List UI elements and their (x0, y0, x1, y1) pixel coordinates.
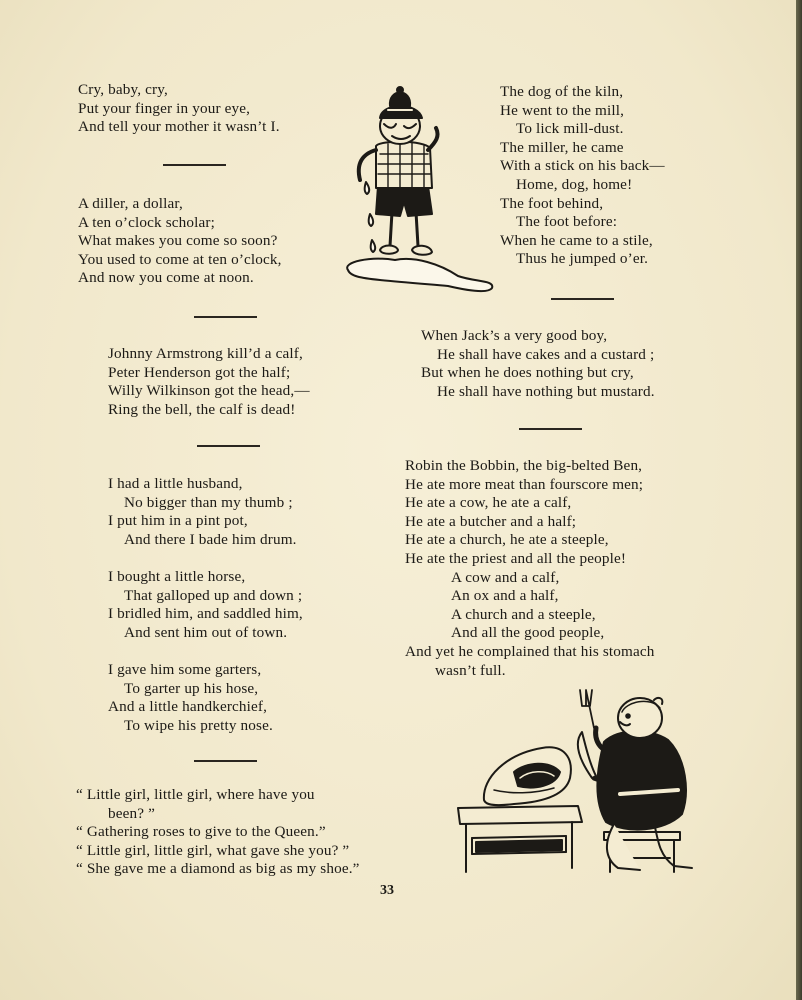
poem-line: Willy Wilkinson got the head,— (108, 382, 310, 400)
poem-line: A diller, a dollar, (78, 195, 183, 212)
page-number: 33 (380, 883, 394, 898)
poem-line: Cry, baby, cry, (78, 81, 168, 98)
poem-line: He ate more meat than fourscore men; (405, 475, 644, 493)
poem-line: He shall have nothing but mustard. (437, 382, 655, 400)
divider-rule (163, 164, 226, 166)
poem-line: He ate a cow, he ate a calf, (405, 494, 572, 512)
poem-line: And a little handkerchief, (108, 698, 268, 716)
poem-line: I gave him some garters, (108, 660, 262, 678)
poem-line: With a stick on his back— (500, 157, 665, 175)
poem-diller (78, 195, 282, 288)
poem-line: You used to come at ten o’clock, (78, 250, 282, 268)
poem-line: “ She gave me a diamond as big as my shoe.” (76, 860, 360, 878)
poem-line: He went to the mill, (500, 101, 625, 119)
poem-little-girl (76, 786, 360, 879)
poem-line: He ate a church, he ate a steeple, (405, 531, 609, 549)
divider-rule (519, 428, 582, 430)
poem-line: And all the good people, (451, 624, 605, 642)
poem-robin-bobbin (405, 457, 655, 680)
poem-line: Johnny Armstrong kill’d a calf, (108, 345, 303, 362)
poem-johnny-armstrong (108, 345, 310, 419)
poem-line: The dog of the kiln, (500, 83, 624, 100)
poem-line: He ate the priest and all the people! (405, 549, 627, 567)
poem-line: An ox and a half, (451, 587, 559, 605)
poem-line: And there I bade him drum. (124, 530, 297, 548)
book-spine-edge (796, 0, 802, 1000)
crying-boy-illustration (340, 84, 500, 300)
poem-line: That galloped up and down ; (124, 586, 303, 604)
poem-line: When he came to a stile, (500, 231, 653, 249)
poem-cry-baby (78, 81, 280, 137)
poem-line: The miller, he came (500, 138, 624, 156)
poem-line: But when he does nothing but cry, (421, 364, 634, 382)
poem-line: A church and a steeple, (451, 605, 596, 623)
poem-line: And yet he complained that his stomach (405, 642, 655, 660)
poem-line: I had a little husband, (108, 475, 243, 492)
poem-line: The foot before: (516, 213, 618, 231)
poem-line: He shall have cakes and a custard ; (437, 345, 655, 363)
poem-line: The foot behind, (500, 194, 604, 212)
poem-line: “ Little girl, little girl, what gave she you? ” (76, 841, 350, 859)
poem-line: Put your finger in your eye, (78, 99, 251, 117)
poem-jack (421, 327, 655, 401)
poem-line: And tell your mother it wasn’t I. (78, 118, 280, 136)
poem-line: No bigger than my thumb ; (124, 493, 293, 511)
poem-line: What makes you come so soon? (78, 232, 278, 250)
poem-line: To wipe his pretty nose. (124, 716, 273, 734)
poem-line: I put him in a pint pot, (108, 512, 248, 530)
poem-line: wasn’t full. (435, 661, 506, 679)
poem-line: Peter Henderson got the half; (108, 363, 291, 381)
poem-line: A cow and a calf, (451, 568, 560, 586)
poem-line: Ring the bell, the calf is dead! (108, 400, 296, 418)
poem-line: Thus he jumped o’er. (516, 250, 649, 268)
robin-bobbin-eating-illustration (454, 682, 704, 878)
poem-line: When Jack’s a very good boy, (421, 327, 608, 344)
poem-line: “ Gathering roses to give to the Queen.” (76, 823, 326, 841)
poem-line: been? ” (108, 804, 155, 822)
poem-line: Home, dog, home! (516, 175, 633, 193)
poem-line: I bought a little horse, (108, 567, 246, 585)
poem-line: A ten o’clock scholar; (78, 213, 215, 231)
poem-line: I bridled him, and saddled him, (108, 605, 303, 623)
poem-line: And now you come at noon. (78, 269, 254, 287)
poem-line: To garter up his hose, (124, 679, 259, 697)
poem-line: To lick mill-dust. (516, 120, 624, 138)
poem-dog-of-kiln (500, 83, 665, 269)
poem-line: Robin the Bobbin, the big-belted Ben, (405, 457, 643, 474)
poem-line: “ Little girl, little girl, where have you (76, 786, 315, 803)
divider-rule (197, 445, 260, 447)
poem-little-husband (108, 475, 303, 735)
divider-rule (194, 760, 257, 762)
divider-rule (194, 316, 257, 318)
poem-line: He ate a butcher and a half; (405, 512, 577, 530)
poem-line: And sent him out of town. (124, 623, 288, 641)
divider-rule (551, 298, 614, 300)
